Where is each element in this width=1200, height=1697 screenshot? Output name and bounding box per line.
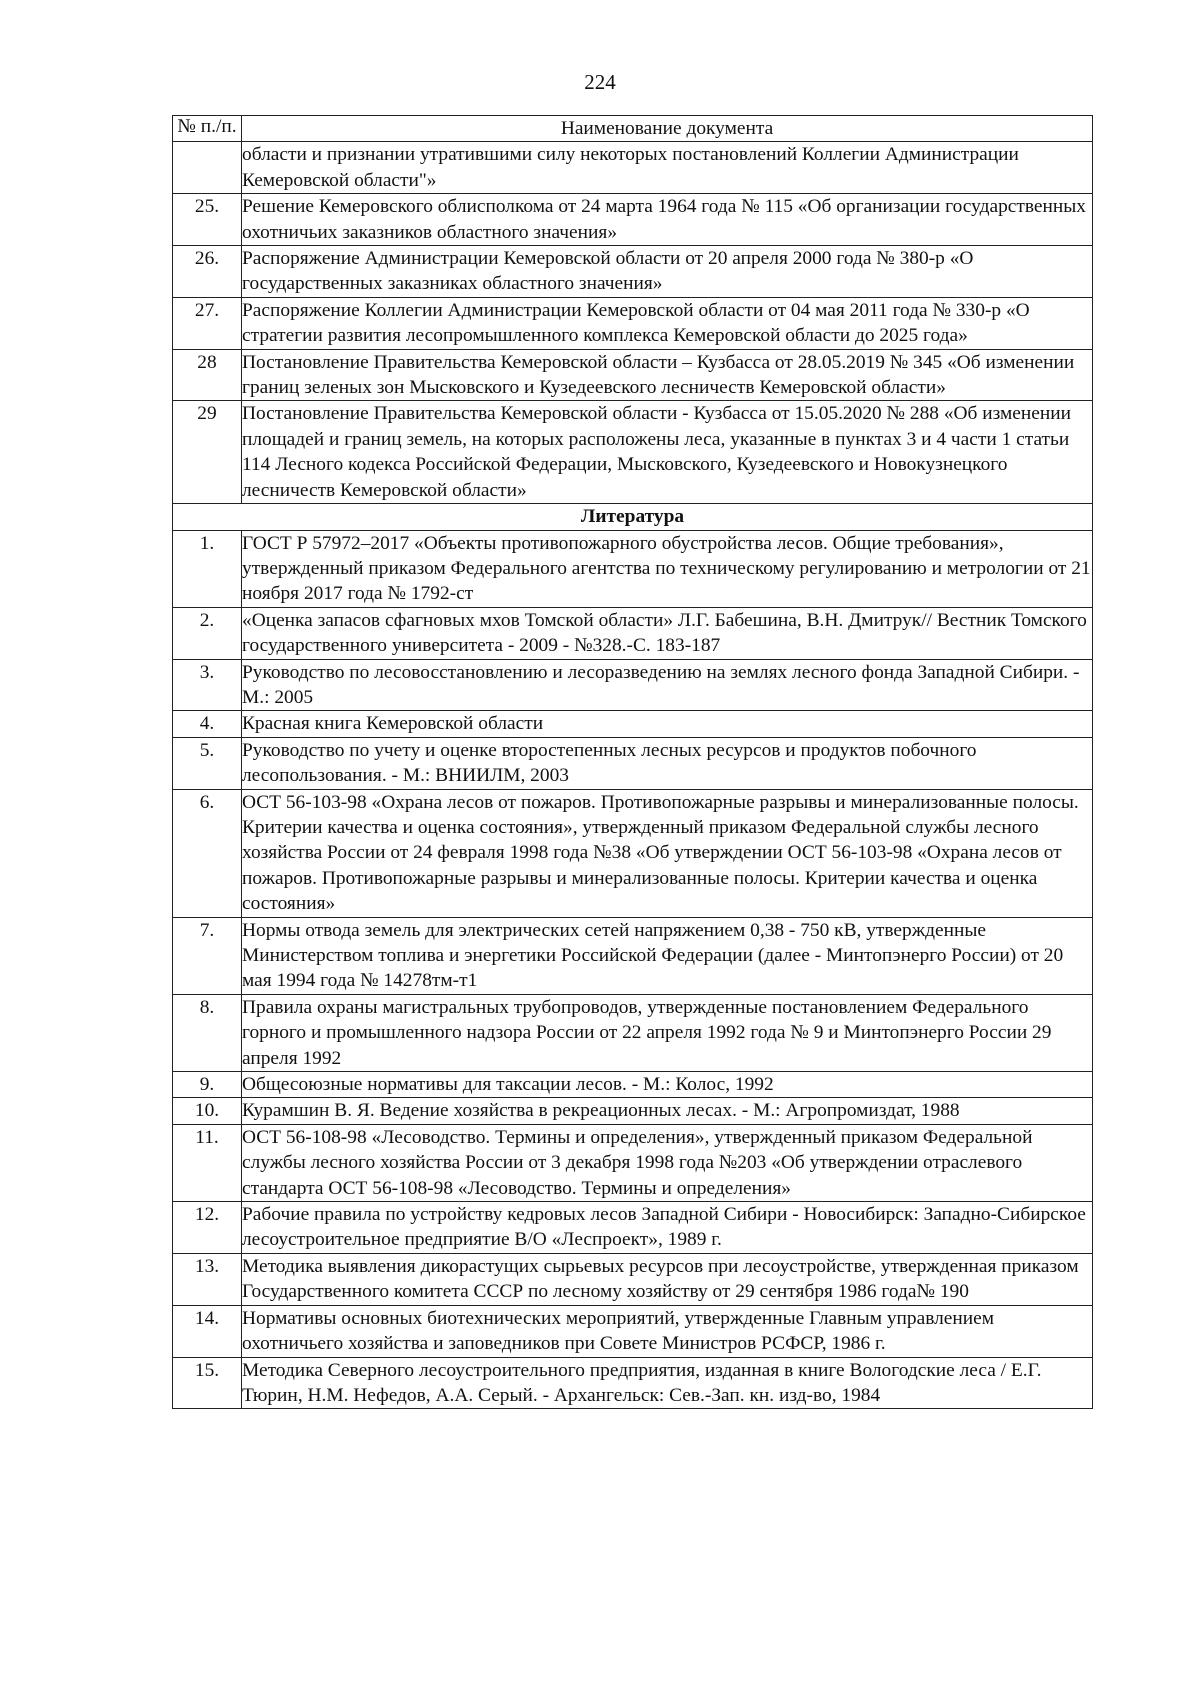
page-number: 224 xyxy=(584,70,616,94)
document-name: Методика Северного лесоустроительного предприятия, изданная в книге Вологодские леса / Е.Г. Тюрин, Н.М. Нефедов, А.А. Серый. - Архангельск: Сев.-Зап. кн. изд-во, 1984 xyxy=(242,1357,1093,1409)
table-row xyxy=(173,711,1093,737)
table-row xyxy=(173,994,1093,1071)
table-row xyxy=(173,917,1093,994)
column-header-document-name: Наименование документа xyxy=(242,116,1093,142)
document-name: Красная книга Кемеровской области xyxy=(242,711,1093,737)
document-name: Распоряжение Администрации Кемеровской области от 20 апреля 2000 года № 380-р «О государственных заказниках областного значения» xyxy=(242,246,1093,298)
table-row xyxy=(173,1202,1093,1254)
documents-table xyxy=(172,115,1093,1409)
document-name: ОСТ 56-108-98 «Лесоводство. Термины и определения», утвержденный приказом Федеральной службы лесного хозяйства России от 3 декабря 1998 года №203 «Об утверждении отраслевого стандарта ОСТ 56-108-98 «Лесоводство. Термины и определения» xyxy=(242,1124,1093,1201)
table-row xyxy=(173,530,1093,607)
document-name: «Оценка запасов сфагновых мхов Томской области» Л.Г. Бабешина, В.Н. Дмитрук// Вестник Томского государственного университета - 2009 - №328.-С. 183-187 xyxy=(242,607,1093,659)
row-number: 8. xyxy=(173,994,242,1071)
table-row xyxy=(173,246,1093,298)
table-row xyxy=(173,401,1093,504)
table-row xyxy=(173,737,1093,789)
row-number: 3. xyxy=(173,659,242,711)
table-row xyxy=(173,1072,1093,1098)
document-name: Правила охраны магистральных трубопроводов, утвержденные постановлением Федерального горного и промышленного надзора России от 22 апреля 1992 года № 9 и Минтопэнерго России 29 апреля 1992 xyxy=(242,994,1093,1071)
table-row xyxy=(173,349,1093,401)
table-row xyxy=(173,1357,1093,1409)
row-number: 10. xyxy=(173,1098,242,1124)
table-row xyxy=(173,1124,1093,1201)
table-row xyxy=(173,789,1093,917)
table-row xyxy=(173,194,1093,246)
row-number: 27. xyxy=(173,297,242,349)
section-heading-row xyxy=(173,504,1093,530)
row-number: 7. xyxy=(173,917,242,994)
document-name: ОСТ 56-103-98 «Охрана лесов от пожаров. Противопожарные разрывы и минерализованные полосы. Критерии качества и оценка состояния», утвержденный приказом Федеральной службы лесного хозяйства России от 24 февраля 1998 года №38 «Об утверждении ОСТ 56-103-98 «Охрана лесов от пожаров. Противопожарные разрывы и минерализованные полосы. Критерии качества и оценка состояния» xyxy=(242,789,1093,917)
row-number: 1. xyxy=(173,530,242,607)
document-name: Руководство по учету и оценке второстепенных лесных ресурсов и продуктов побочного лесопользования. - М.: ВНИИЛМ, 2003 xyxy=(242,737,1093,789)
table-header-row xyxy=(173,116,1093,142)
table-row xyxy=(173,297,1093,349)
document-name: Нормативы основных биотехнических мероприятий, утвержденные Главным управлением охотничьего хозяйства и заповедников при Совете Министров РСФСР, 1986 г. xyxy=(242,1305,1093,1357)
row-number xyxy=(173,142,242,194)
row-number: 4. xyxy=(173,711,242,737)
document-name: Методика выявления дикорастущих сырьевых ресурсов при лесоустройстве, утвержденная приказом Государственного комитета СССР по лесному хозяйству от 29 сентября 1986 года№ 190 xyxy=(242,1253,1093,1305)
table-row xyxy=(173,1305,1093,1357)
table-row xyxy=(173,607,1093,659)
document-name: Постановление Правительства Кемеровской области - Кузбасса от 15.05.2020 № 288 «Об изменении площадей и границ земель, на которых расположены леса, указанные в пунктах 3 и 4 части 1 статьи 114 Лесного кодекса Российской Федерации, Мысковского, Кузедеевского и Новокузнецкого лесничеств Кемеровской области» xyxy=(242,401,1093,504)
table-row xyxy=(173,659,1093,711)
row-number: 9. xyxy=(173,1072,242,1098)
document-name: Постановление Правительства Кемеровской области – Кузбасса от 28.05.2019 № 345 «Об изменении границ зеленых зон Мысковского и Кузедеевского лесничеств Кемеровской области» xyxy=(242,349,1093,401)
table-row xyxy=(173,142,1093,194)
document-name: Рабочие правила по устройству кедровых лесов Западной Сибири - Новосибирск: Западно-Сибирское лесоустроительное предприятие В/О «Леспроект», 1989 г. xyxy=(242,1202,1093,1254)
document-name: Распоряжение Коллегии Администрации Кемеровской области от 04 мая 2011 года № 330-р «О стратегии развития лесопромышленного комплекса Кемеровской области до 2025 года» xyxy=(242,297,1093,349)
section-heading-literature: Литература xyxy=(173,504,1093,530)
row-number: 15. xyxy=(173,1357,242,1409)
row-number: 5. xyxy=(173,737,242,789)
document-name: ГОСТ Р 57972–2017 «Объекты противопожарного обустройства лесов. Общие требования», утвержденный приказом Федерального агентства по техническому регулированию и метрологии от 21 ноября 2017 года № 1792-ст xyxy=(242,530,1093,607)
document-name: Руководство по лесовосстановлению и лесоразведению на землях лесного фонда Западной Сибири. - М.: 2005 xyxy=(242,659,1093,711)
document-name: Решение Кемеровского облисполкома от 24 марта 1964 года № 115 «Об организации государственных охотничьих заказников областного значения» xyxy=(242,194,1093,246)
column-header-number: № п./п. xyxy=(173,116,242,142)
document-name: Нормы отвода земель для электрических сетей напряжением 0,38 - 750 кВ, утвержденные Министерством топлива и энергетики Российской Федерации (далее - Минтопэнерго России) от 20 мая 1994 года № 14278тм-т1 xyxy=(242,917,1093,994)
row-number: 2. xyxy=(173,607,242,659)
row-number: 26. xyxy=(173,246,242,298)
row-number: 12. xyxy=(173,1202,242,1254)
row-number: 25. xyxy=(173,194,242,246)
row-number: 14. xyxy=(173,1305,242,1357)
document-name: области и признании утратившими силу некоторых постановлений Коллегии Администрации Кемеровской области"» xyxy=(242,142,1093,194)
row-number: 13. xyxy=(173,1253,242,1305)
row-number: 6. xyxy=(173,789,242,917)
row-number: 11. xyxy=(173,1124,242,1201)
document-name: Общесоюзные нормативы для таксации лесов. - М.: Колос, 1992 xyxy=(242,1072,1093,1098)
row-number: 28 xyxy=(173,349,242,401)
table-row xyxy=(173,1098,1093,1124)
table-row xyxy=(173,1253,1093,1305)
row-number: 29 xyxy=(173,401,242,504)
document-name: Курамшин В. Я. Ведение хозяйства в рекреационных лесах. - М.: Агропромиздат, 1988 xyxy=(242,1098,1093,1124)
